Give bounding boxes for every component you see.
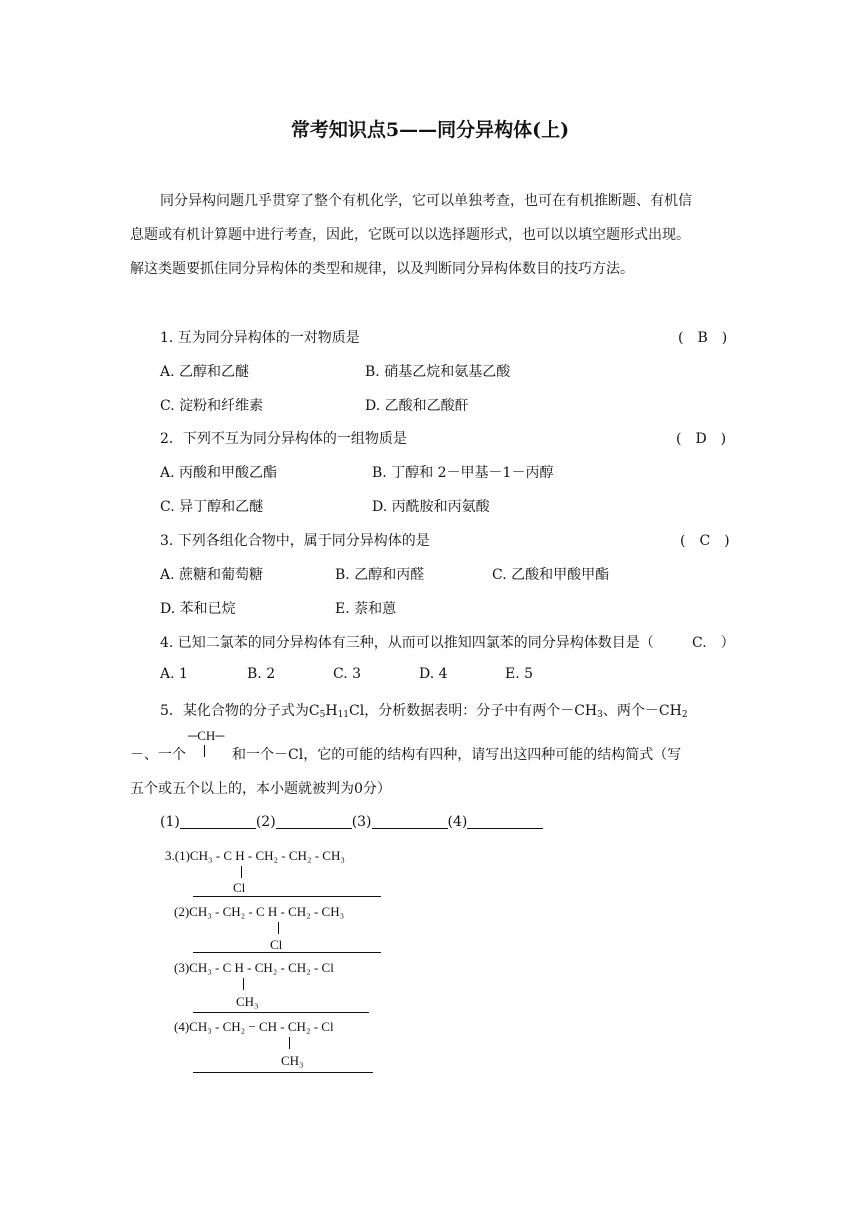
q5-line-2a: －、一个	[130, 747, 186, 763]
structure-4-branch: CH₃	[281, 1053, 304, 1068]
q1-option-c: C. 淀粉和纤维素	[160, 398, 264, 414]
q4-option-c: C. 3	[333, 666, 362, 682]
structure-2-bond	[278, 922, 279, 934]
q2-option-c: C. 异丁醇和乙醚	[160, 499, 264, 515]
q3-option-a: A. 蔗糖和葡萄糖	[160, 567, 264, 583]
q1-stem: 1. 互为同分异构体的一对物质是	[160, 330, 360, 346]
intro-line-1: 同分异构问题几乎贯穿了整个有机化学，它可以单独考查，也可在有机推断题、有机信	[160, 193, 692, 209]
q4-option-e: E. 5	[505, 666, 534, 682]
blank-label-2: (2)	[255, 814, 276, 830]
blank-3[interactable]	[372, 814, 448, 829]
structure-3-bond	[243, 978, 244, 990]
blank-label-4: (4)	[447, 814, 468, 830]
q4-option-d: D. 4	[419, 666, 448, 682]
structure-4-bond	[289, 1037, 290, 1049]
structure-4-main: (4)CH₃ - CH₂ − CH - CH₂ - Cl	[174, 1019, 334, 1034]
q4-stem: 4. 已知二氯苯的同分异构体有三种，从而可以推知四氯苯的同分异构体数目是（	[160, 635, 654, 651]
q3-option-d: D. 苯和已烷	[160, 601, 236, 617]
q5-line-2b: 和一个－Cl，它的可能的结构有四种，请写出这四种可能的结构简式（写	[232, 747, 682, 763]
q3-stem: 3. 下列各组化合物中，属于同分异构体的是	[160, 533, 430, 549]
structure-3-main: (3)CH₃ - C H - CH₂ - CH₂ - Cl	[174, 960, 334, 975]
q5-line-3: 五个或五个以上的，本小题就被判为0分）	[130, 781, 391, 797]
q4-option-a: A. 1	[160, 666, 188, 682]
structure-2-underline	[193, 952, 381, 953]
q3-option-b: B. 乙醇和丙醛	[335, 567, 425, 583]
q1-option-b: B. 硝基乙烷和氨基乙酸	[365, 364, 511, 380]
intro-line-2: 息题或有机计算题中进行考查，因此，它既可以以选择题形式，也可以以填空题形式出现。	[130, 227, 690, 243]
q2-stem: 2．下列不互为同分异构体的一组物质是	[160, 431, 407, 447]
q1-option-d: D. 乙酸和乙酸酐	[365, 398, 469, 414]
ch-group: ─CH─	[188, 728, 225, 743]
q2-option-a: A. 丙酸和甲酸乙酯	[160, 465, 278, 481]
structure-1-branch: Cl	[233, 880, 246, 895]
ch-group-bond	[204, 745, 205, 757]
q3-option-e: E. 萘和蒽	[335, 601, 397, 617]
q1-option-a: A. 乙醇和乙醚	[160, 364, 250, 380]
structure-3-branch: CH₃	[236, 994, 259, 1009]
q2-answer: ( D )	[676, 431, 727, 447]
blank-1[interactable]	[180, 814, 256, 829]
structure-3-underline	[193, 1012, 369, 1013]
q4-option-b: B. 2	[247, 666, 276, 682]
q3-answer: ( C )	[680, 533, 730, 549]
structure-2-branch: Cl	[270, 937, 283, 952]
q2-option-d: D. 丙酰胺和丙氨酸	[372, 499, 490, 515]
structure-1-underline	[193, 896, 381, 897]
answer-blanks	[160, 814, 543, 830]
intro-line-3: 解这类题要抓住同分异构体的类型和规律，以及判断同分异构体数目的技巧方法。	[130, 261, 634, 277]
q2-option-b: B. 丁醇和 2－甲基－1－丙醇	[372, 465, 554, 481]
structure-4-underline	[193, 1072, 373, 1073]
structure-2-main: (2)CH₃ - CH₂ - C H - CH₂ - CH₃	[174, 904, 345, 919]
q3-option-c: C. 乙酸和甲酸甲酯	[492, 567, 610, 583]
blank-label-1: (1)	[160, 814, 180, 830]
blank-label-3: (3)	[351, 814, 372, 830]
q1-answer: ( B )	[678, 330, 728, 346]
structure-1-main: 3.(1)CH₃ - C H - CH₂ - CH₂ - CH₃	[165, 848, 345, 863]
blank-2[interactable]	[276, 814, 352, 829]
structure-1-bond	[241, 866, 242, 878]
page-title: 常考知识点5——同分异构体(上)	[290, 119, 570, 141]
q4-answer: C. ）	[692, 635, 735, 651]
blank-4[interactable]	[467, 814, 543, 829]
q5-line-1: 5．某化合物的分子式为$C_5H_{11}Cl$，分析数据表明：分子中有两个$-CH_3$、两个$-CH_2$	[160, 703, 688, 720]
